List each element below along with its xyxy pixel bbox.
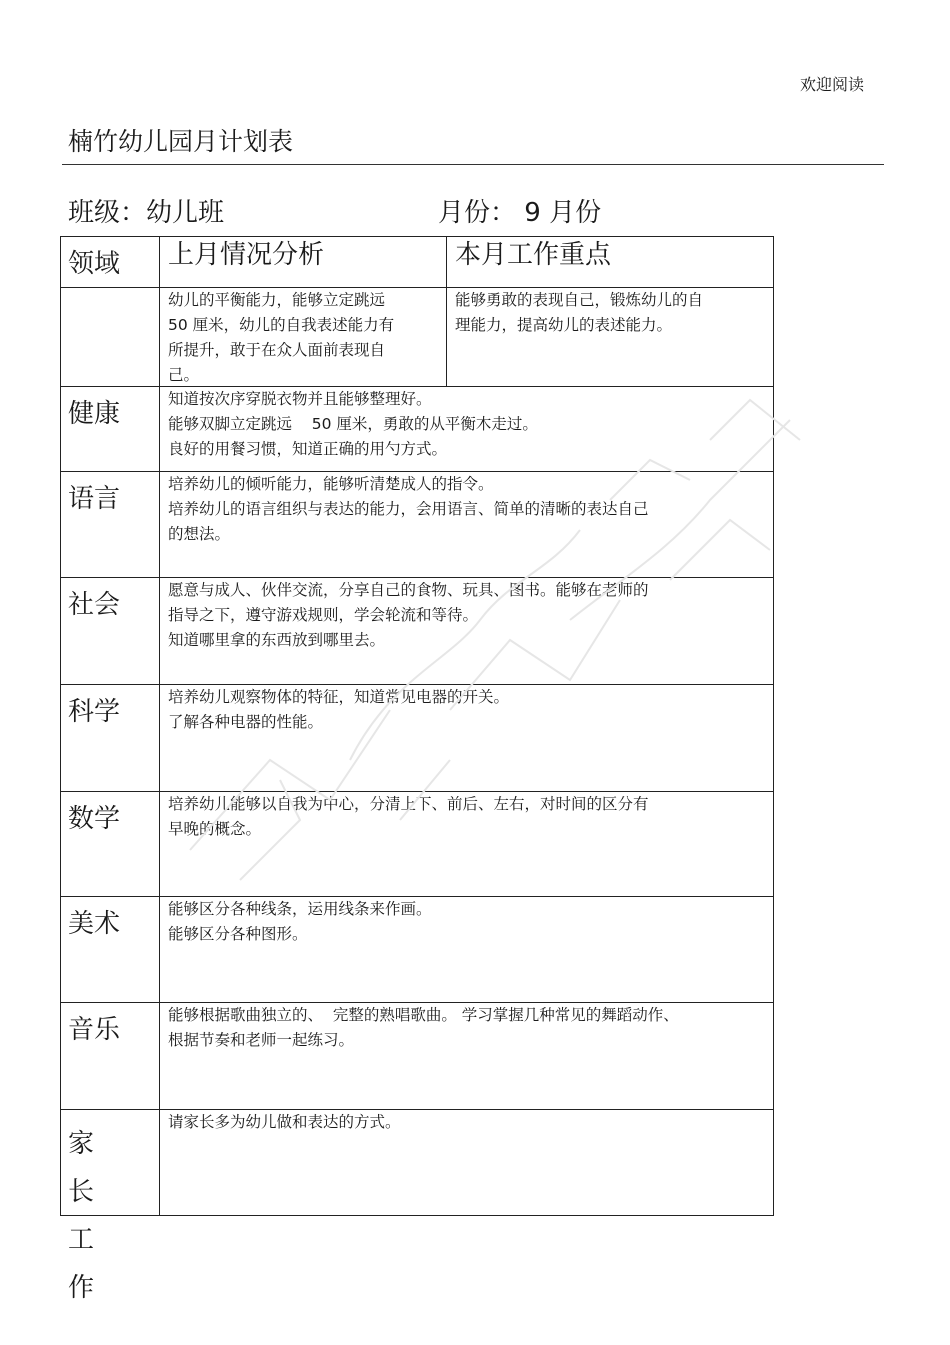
domain-label: 健康 (61, 387, 160, 472)
content-line: 培养幼儿观察物体的特征，知道常见电器的开关。 (168, 688, 510, 706)
header-last-month: 上月情况分析 (160, 237, 447, 287)
last-month-line: 所提升，敢于在众人面前表现自 (168, 341, 386, 359)
content-line: 能够区分各种图形。 (168, 925, 308, 943)
content-line: 能够区分各种线条，运用线条来作画。 (168, 900, 432, 918)
monthly-plan-table (60, 236, 774, 1303)
table-row-parent-work (61, 1109, 773, 1303)
domain-content (160, 792, 773, 897)
last-month-line: 幼儿的平衡能力，能够立定跳远 (168, 291, 386, 309)
this-month-focus (447, 288, 773, 387)
content-line: 知道哪里拿的东西放到哪里去。 (168, 631, 386, 649)
domain-content (160, 472, 773, 578)
summary-row (61, 287, 773, 387)
class-label: 班级： (68, 198, 147, 228)
domain-label: 数学 (61, 792, 160, 897)
content-line: 良好的用餐习惯，知道正确的用勺方式。 (168, 440, 448, 458)
table-row-language (61, 471, 773, 578)
month-info (438, 192, 601, 229)
content-line: 培养幼儿的倾听能力，能够听清楚成人的指令。 (168, 475, 494, 493)
month-value: 9 月份 (516, 198, 602, 228)
content-line: 指导之下，遵守游戏规则，学会轮流和等待。 (168, 606, 479, 624)
content-line: 能够根据歌曲独立的、 完整的熟唱歌曲。 学习掌握几种常见的舞蹈动作、 (168, 1006, 679, 1024)
content-line: 的想法。 (168, 525, 231, 543)
domain-label-line: 家长 (68, 1129, 133, 1207)
table-row-music (61, 1002, 773, 1110)
content-line: 了解各种电器的性能。 (168, 713, 324, 731)
table-header-row (61, 237, 773, 287)
this-month-line: 理能力，提高幼儿的表述能力。 (455, 316, 673, 334)
content-line: 早晚的概念。 (168, 820, 262, 838)
domain-content (160, 1003, 773, 1110)
content-line: 请家长多为幼儿做和表达的方式。 (168, 1113, 401, 1131)
class-value: 幼儿班 (146, 198, 225, 228)
domain-label (61, 1110, 160, 1303)
document-title: 楠竹幼儿园月计划表 (68, 127, 294, 156)
content-line: 知道按次序穿脱衣物并且能够整理好。 (168, 390, 432, 408)
month-label: 月份： (438, 198, 517, 228)
domain-content (160, 685, 773, 792)
content-line: 愿意与成人、伙伴交流，分享自己的食物、玩具、图书。能够在老师的 (168, 581, 649, 599)
table-row-art (61, 896, 773, 1003)
header-domain: 领域 (61, 237, 160, 287)
header-this-month: 本月工作重点 (455, 240, 612, 270)
domain-label: 科学 (61, 685, 160, 792)
domain-content (160, 897, 773, 1003)
table-row-health (61, 386, 773, 472)
domain-label: 音乐 (61, 1003, 160, 1110)
class-info (68, 192, 224, 229)
domain-label: 社会 (61, 578, 160, 685)
last-month-line: 50 厘米，幼儿的自我表述能力有 (168, 316, 395, 334)
this-month-line: 能够勇敢的表现自己，锻炼幼儿的自 (455, 291, 704, 309)
domain-content (160, 578, 773, 685)
summary-domain-cell (61, 288, 160, 387)
domain-label: 语言 (61, 472, 160, 578)
table-row-social (61, 577, 773, 685)
last-month-analysis (160, 288, 447, 387)
content-line: 培养幼儿的语言组织与表达的能力，会用语言、简单的清晰的表达自己 (168, 500, 649, 518)
domain-label-line: 工作 (68, 1225, 133, 1303)
last-month-line: 己。 (168, 366, 200, 384)
table-row-science (61, 684, 773, 792)
domain-content (160, 387, 773, 472)
domain-content (160, 1110, 773, 1216)
table-row-math (61, 791, 773, 897)
domain-label: 美术 (61, 897, 160, 1003)
content-line: 培养幼儿能够以自我为中心，分清上下、前后、左右，对时间的区分有 (168, 795, 649, 813)
content-line: 能够双脚立定跳远 50 厘米，勇敢的从平衡木走过。 (168, 415, 538, 433)
header-note: 欢迎阅读 (800, 75, 865, 94)
content-line: 根据节奏和老师一起练习。 (168, 1031, 355, 1049)
title-divider (62, 164, 884, 165)
